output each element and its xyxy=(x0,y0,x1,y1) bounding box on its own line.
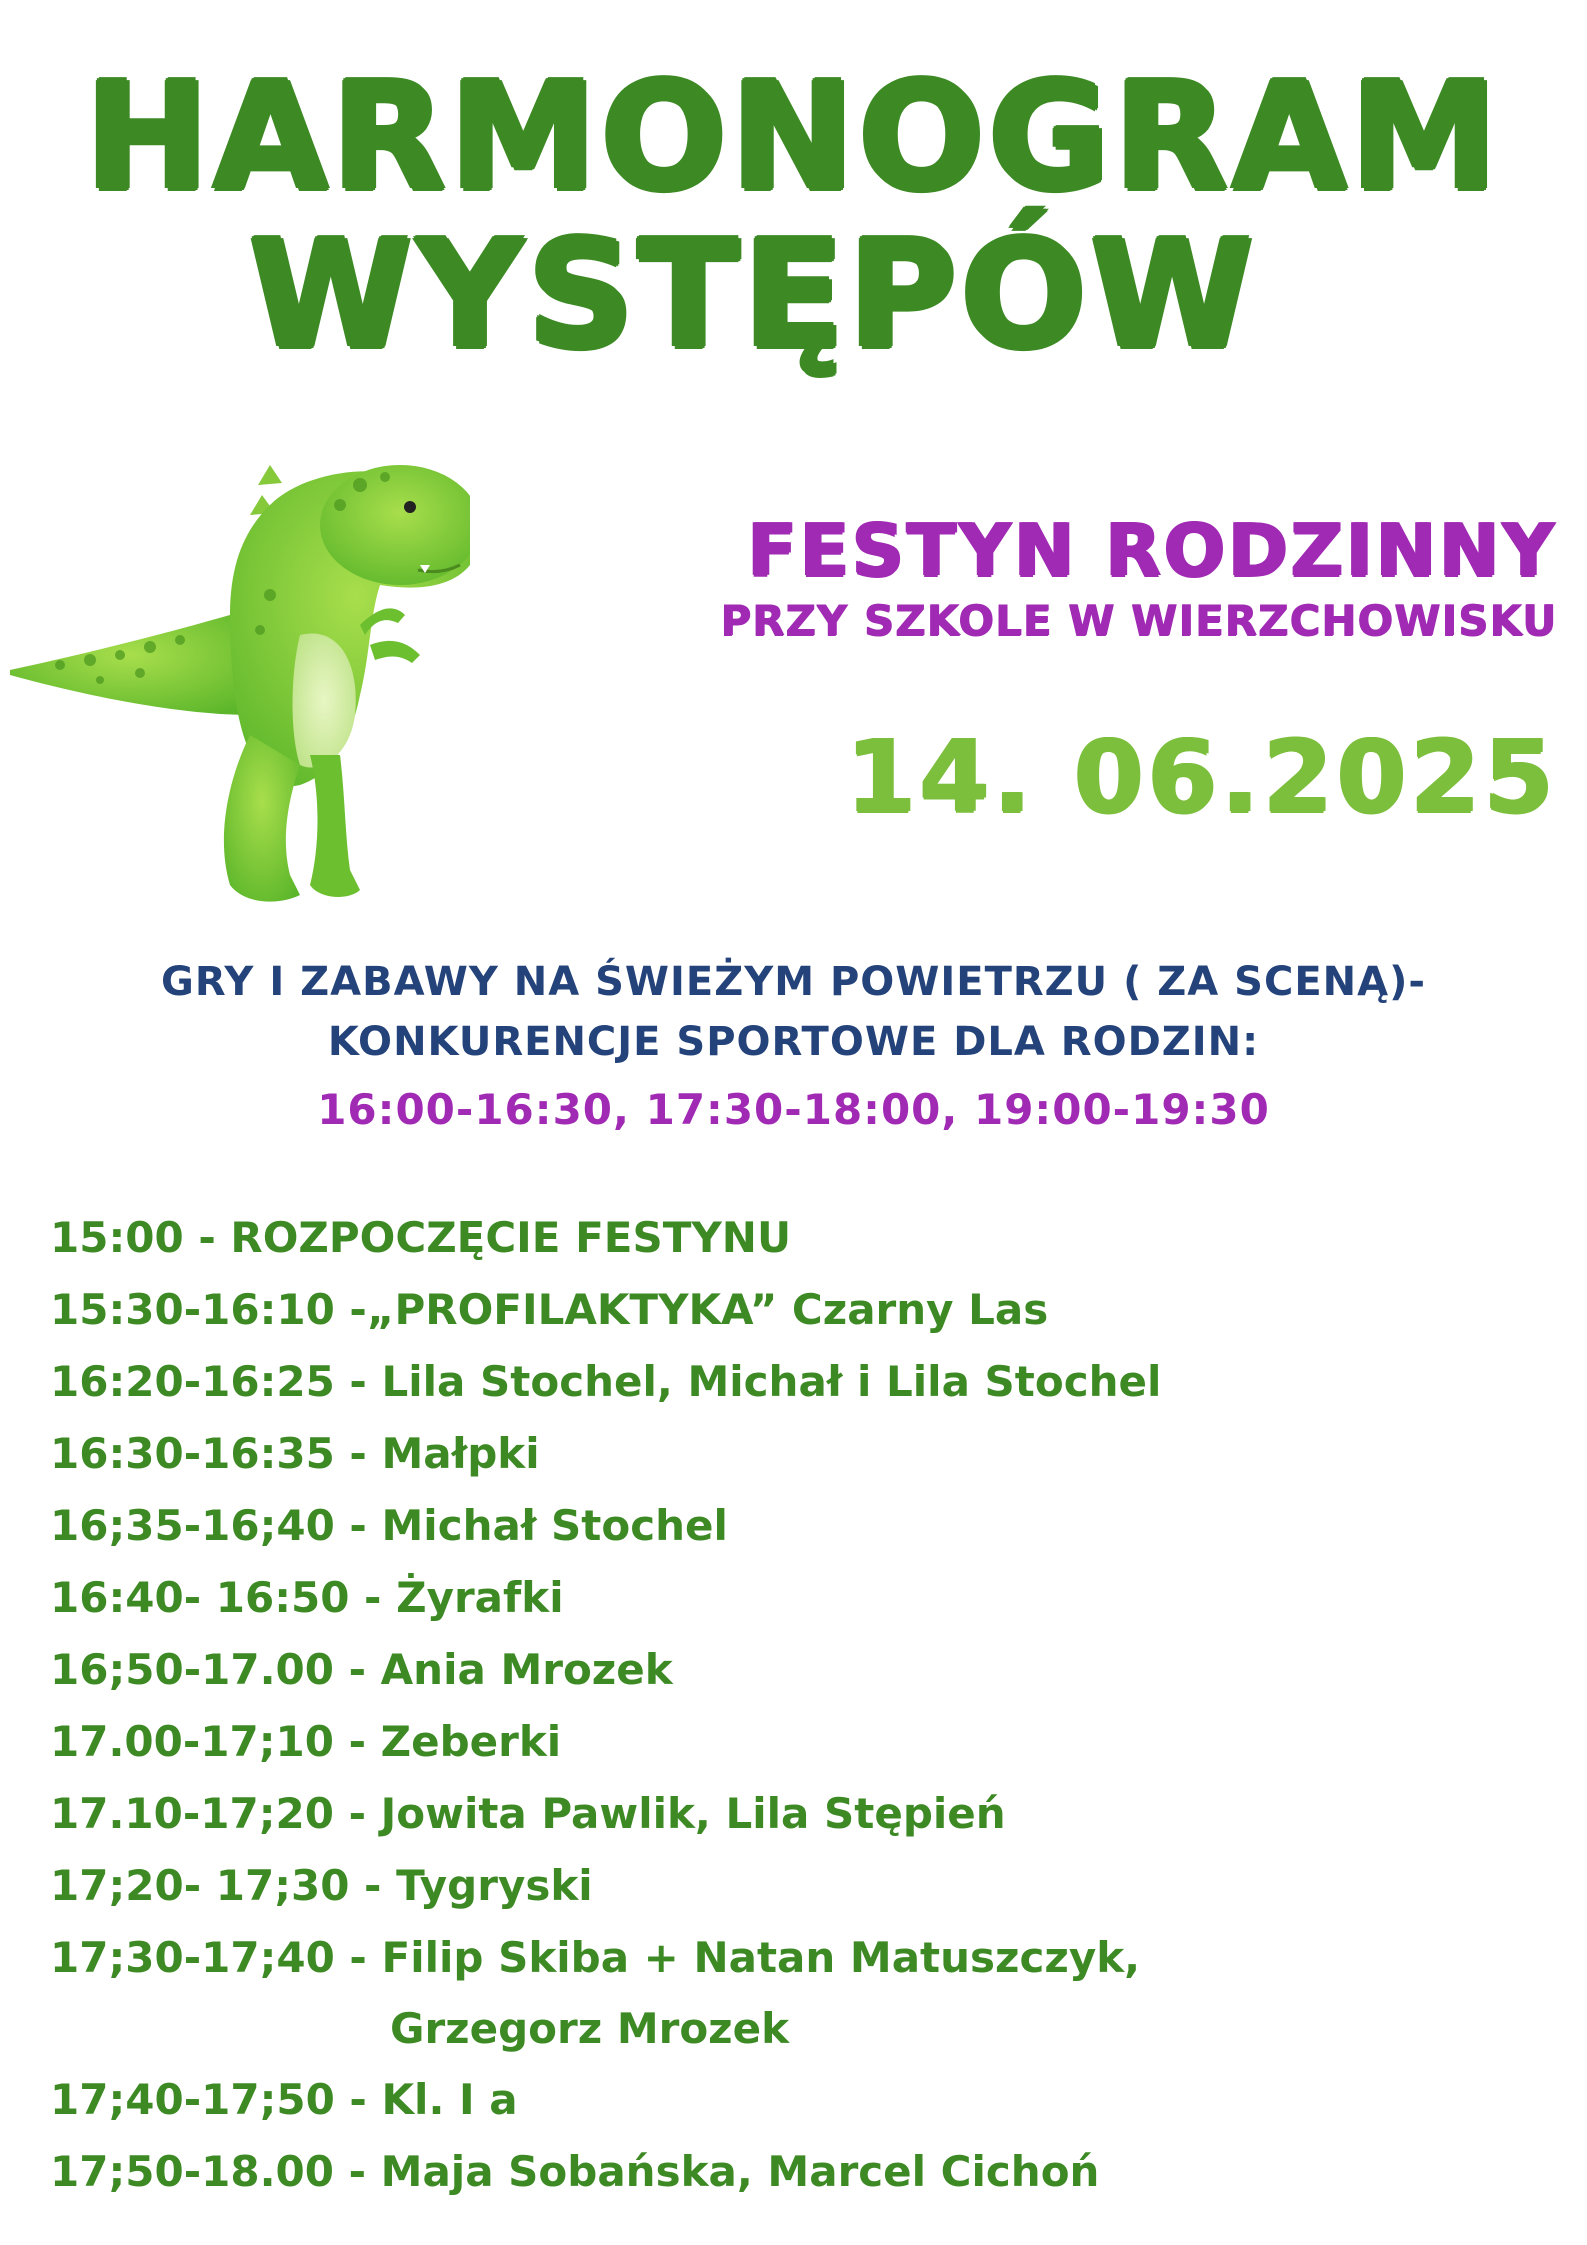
schedule-act: Michał Stochel xyxy=(381,1501,728,1550)
schedule-time: 16:30-16:35 xyxy=(50,1429,335,1478)
schedule-separator: - xyxy=(334,1501,382,1550)
schedule-time: 15:00 xyxy=(50,1213,184,1262)
schedule-separator: - xyxy=(349,1861,397,1910)
games-times: 16:00-16:30, 17:30-18:00, 19:00-19:30 xyxy=(317,1085,1270,1134)
dinosaur-illustration xyxy=(0,415,470,910)
schedule-row xyxy=(50,1490,1550,1562)
schedule-row xyxy=(50,1706,1550,1778)
schedule-act: Tygryski xyxy=(396,1861,593,1910)
schedule-act: Grzegorz Mrozek xyxy=(390,2004,790,2053)
schedule-row xyxy=(50,1634,1550,1706)
schedule-time: 15:30-16:10 xyxy=(50,1285,335,1334)
event-place: PRZY SZKOLE W WIERZCHOWISKU xyxy=(720,596,1557,645)
schedule-separator: - xyxy=(349,1573,397,1622)
schedule-act: Lila Stochel, Michał i Lila Stochel xyxy=(381,1357,1162,1406)
schedule-time: 16;50-17.00 xyxy=(50,1645,334,1694)
schedule-time: 17;30-17;40 xyxy=(50,1933,335,1982)
schedule-time: 16:20-16:25 xyxy=(50,1357,335,1406)
schedule-separator: - xyxy=(334,1933,382,1982)
schedule-time: 17.00-17;10 xyxy=(50,1717,334,1766)
schedule-row xyxy=(50,1850,1550,1922)
schedule-act: „PROFILAKTYKA” Czarny Las xyxy=(366,1285,1049,1334)
schedule-separator: - xyxy=(334,1357,382,1406)
event-name: FESTYN RODZINNY xyxy=(747,508,1557,592)
page-title-line1: HARMONOGRAM xyxy=(85,51,1502,223)
schedule-time: 17;40-17;50 xyxy=(50,2075,335,2124)
schedule-row-continuation xyxy=(50,1994,1550,2064)
schedule-row xyxy=(50,1418,1550,1490)
schedule-separator: - xyxy=(183,1213,231,1262)
page-title-line2: WYSTĘPÓW xyxy=(249,209,1258,381)
schedule-row xyxy=(50,1274,1550,1346)
schedule-time: 17;50-18.00 xyxy=(50,2147,334,2196)
schedule-list xyxy=(50,1202,1550,2208)
schedule-act: Ania Mrozek xyxy=(380,1645,673,1694)
schedule-separator: - xyxy=(333,1789,381,1838)
schedule-act: Maja Sobańska, Marcel Cichoń xyxy=(380,2147,1100,2196)
schedule-act: Żyrafki xyxy=(396,1573,564,1622)
schedule-row xyxy=(50,1778,1550,1850)
event-date: 14. 06.2025 xyxy=(845,718,1557,835)
schedule-row xyxy=(50,1562,1550,1634)
schedule-act: Kl. I a xyxy=(381,2075,518,2124)
schedule-separator: - xyxy=(334,2075,382,2124)
schedule-act: Filip Skiba + Natan Matuszczyk, xyxy=(381,1933,1141,1982)
schedule-separator: - xyxy=(334,1285,367,1334)
schedule-act: Małpki xyxy=(381,1429,540,1478)
schedule-act: Jowita Pawlik, Lila Stępień xyxy=(380,1789,1006,1838)
schedule-row xyxy=(50,2064,1550,2136)
schedule-act: Zeberki xyxy=(380,1717,562,1766)
schedule-time: 17.10-17;20 xyxy=(50,1789,334,1838)
games-info-line2: KONKURENCJE SPORTOWE DLA RODZIN: xyxy=(327,1019,1260,1065)
schedule-separator: - xyxy=(334,1429,382,1478)
schedule-row xyxy=(50,1346,1550,1418)
schedule-row xyxy=(50,1202,1550,1274)
schedule-time: 17;20- 17;30 xyxy=(50,1861,350,1910)
schedule-separator: - xyxy=(333,1717,381,1766)
schedule-row xyxy=(50,2136,1550,2208)
schedule-time: 16;35-16;40 xyxy=(50,1501,335,1550)
schedule-separator: - xyxy=(333,1645,381,1694)
games-info-line1: GRY I ZABAWY NA ŚWIEŻYM POWIETRZU ( ZA SCENĄ)- xyxy=(160,959,1426,1005)
schedule-time: 16:40- 16:50 xyxy=(50,1573,350,1622)
schedule-row xyxy=(50,1922,1550,1994)
schedule-separator: - xyxy=(333,2147,381,2196)
schedule-act: ROZPOCZĘCIE FESTYNU xyxy=(230,1213,792,1262)
